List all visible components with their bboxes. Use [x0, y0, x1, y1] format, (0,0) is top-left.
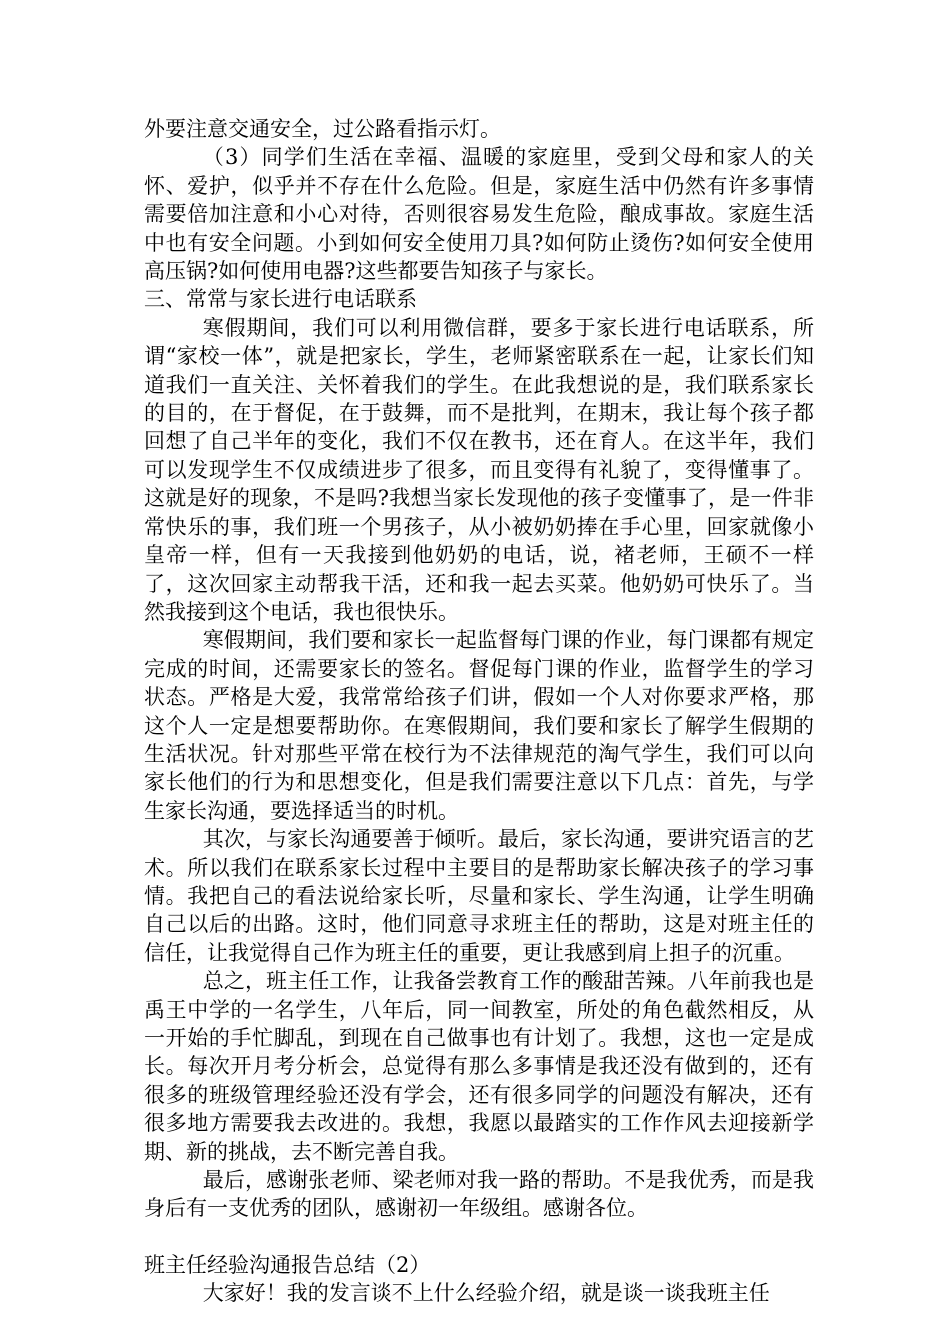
- paragraph-homework-supervision: 寒假期间，我们要和家长一起监督每门课的作业，每门课都有规定完成的时间，还需要家长的签名。督促每门课的作业，监督学生的学习状态。严格是大爱，我常常给孩子们讲，假如一个人对你要求严格，那这个人一定是想要帮助你。在寒假期间，我们要和家长了解学生假期的生活状况。针对那些平常在校行为不法律规范的淘气学生，我们可以向家长他们的行为和思想变化，但是我们需要注意以下几点：首先，与学生家长沟通，要选择适当的时机。: [144, 628, 814, 823]
- document-body: [144, 115, 814, 1308]
- paragraph-thanks: 最后，感谢张老师、梁老师对我一路的帮助。不是我优秀，而是我身后有一支优秀的团队，感谢初一年级组。感谢各位。: [144, 1168, 814, 1221]
- paragraph-traffic-safety-end: 外要注意交通安全，过公路看指示灯。: [144, 117, 501, 141]
- paragraph-communication-tips: 其次，与家长沟通要善于倾听。最后，家长沟通，要讲究语言的艺术。所以我们在联系家长过程中主要目的是帮助家长解决孩子的学习事情。我把自己的看法说给家长听，尽量和家长、学生沟通，让学生明确自己以后的出路。这时，他们同意寻求班主任的帮助，这是对班主任的信任，让我觉得自己作为班主任的重要，更让我感到肩上担子的沉重。: [144, 827, 814, 965]
- paragraph-home-safety: （3）同学们生活在幸福、温暖的家庭里，受到父母和家人的关怀、爱护，似乎并不存在什么危险。但是，家庭生活中仍然有许多事情需要倍加注意和小心对待，否则很容易发生危险，酿成事故。家庭生活中也有安全问题。小到如何安全使用刀具?如何防止烫伤?如何安全使用高压锅?如何使用电器?这些都要告知孩子与家长。: [144, 145, 814, 284]
- paragraph-greeting: 大家好！我的发言谈不上什么经验介绍，就是谈一谈我班主任: [202, 1281, 770, 1306]
- paragraph-summary: 总之，班主任工作，让我备尝教育工作的酸甜苦辣。八年前我也是禹王中学的一名学生，八年后，同一间教室，所处的角色截然相反，从一开始的手忙脚乱，到现在自己做事也有计划了。我想，这也一定是成长。每次开月考分析会，总觉得有那么多事情是我还没有做到的，还有很多的班级管理经验还没有学会，还有很多同学的问题没有解决，还有很多地方需要我去改进的。我想，我愿以最踏实的工作作风去迎接新学期、新的挑战，去不断完善自我。: [144, 969, 814, 1164]
- report-title-2: 班主任经验沟通报告总结（2）: [144, 1252, 431, 1277]
- paragraph-winter-break-contact: 寒假期间，我们可以利用微信群，要多于家长进行电话联系，所谓“家校一体”，就是把家长，学生，老师紧密联系在一起，让家长们知道我们一直关注、关怀着我们的学生。在此我想说的是，我们联系家长的目的，在于督促，在于鼓舞，而不是批判，在期末，我让每个孩子都回想了自己半年的变化，我们不仅在教书，还在育人。在这半年，我们可以发现学生不仅成绩进步了很多，而且变得有礼貌了，变得懂事了。这就是好的现象，不是吗?我想当家长发现他的孩子变懂事了，是一件非常快乐的事，我们班一个男孩子，从小被奶奶捧在手心里，回家就像小皇帝一样，但有一天我接到他奶奶的电话，说，褚老师，王硕不一样了，这次回家主动帮我干活，还和我一起去买菜。他奶奶可快乐了。当然我接到这个电话，我也很快乐。: [144, 315, 814, 624]
- paragraph-gap: [144, 1223, 814, 1251]
- section-heading-phone-contact: 三、常常与家长进行电话联系: [144, 287, 417, 312]
